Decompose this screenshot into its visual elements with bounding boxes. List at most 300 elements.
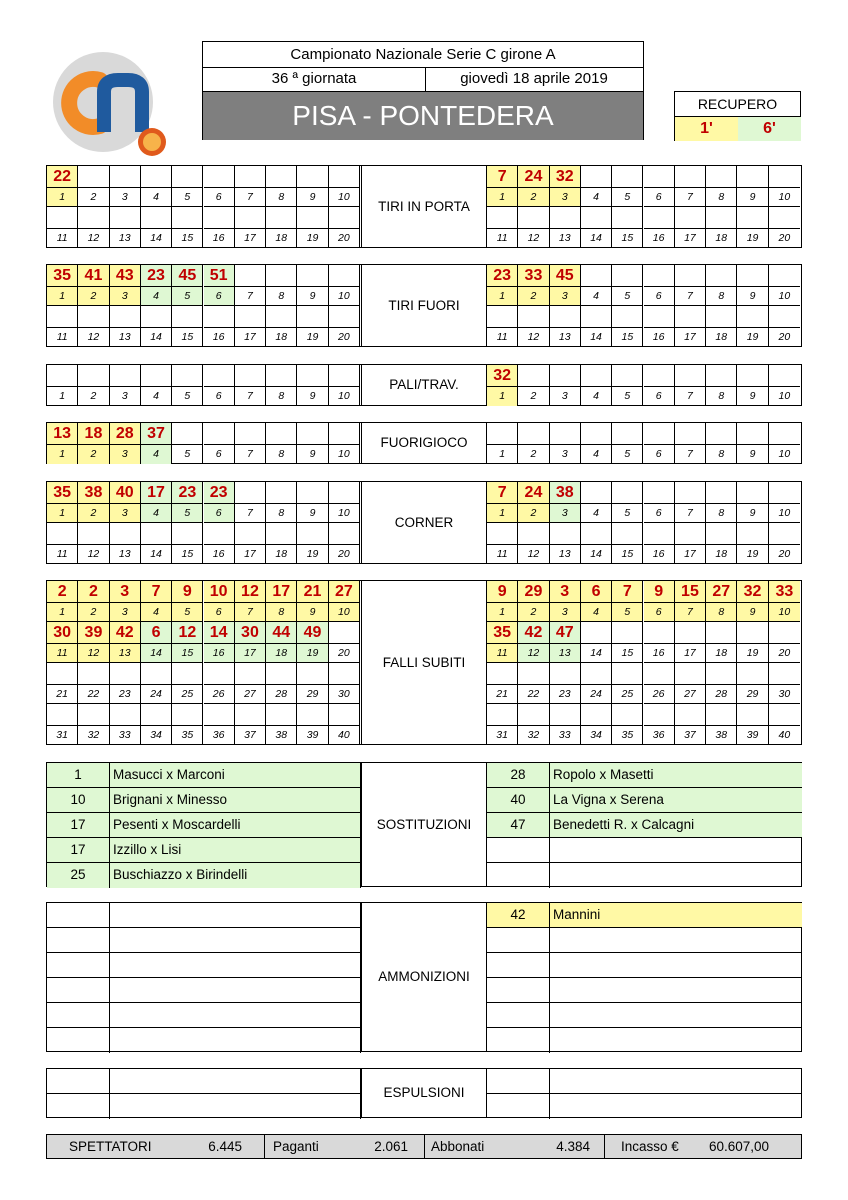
home-index-cell: 9: [297, 504, 328, 523]
home-value-cell: [47, 306, 78, 328]
home-index-cell: 5: [172, 287, 203, 306]
home-value-cell: [141, 663, 172, 685]
away-value-cell: [581, 523, 612, 545]
stat-section-tiri-in-porta: [46, 165, 802, 248]
away-index-cell: 14: [581, 545, 612, 564]
home-index-cell: 8: [266, 504, 297, 523]
away-value-cell: [550, 207, 581, 229]
away-value-cell: 7: [487, 482, 518, 504]
home-value-cell: 43: [110, 265, 141, 287]
away-index-cell: 5: [612, 188, 643, 207]
home-value-cell: [266, 423, 297, 445]
away-value-cell: [581, 207, 612, 229]
home-value-cell: [110, 207, 141, 229]
sostituzioni-label: SOSTITUZIONI: [361, 763, 487, 886]
away-value-cell: [706, 663, 737, 685]
away-value-cell: [769, 622, 800, 644]
home-value-cell: 22: [47, 166, 78, 188]
home-value-cell: [172, 704, 203, 726]
home-player-cell: [110, 928, 361, 953]
home-value-cell: 13: [47, 423, 78, 445]
home-minute-cell: [47, 1069, 110, 1094]
home-index-cell: 3: [110, 188, 141, 207]
away-value-cell: [769, 423, 800, 445]
away-index-cell: 14: [581, 229, 612, 248]
home-index-cell: 4: [141, 387, 172, 406]
home-index-cell: 19: [297, 328, 328, 347]
away-index-cell: 4: [581, 188, 612, 207]
away-value-cell: [487, 704, 518, 726]
home-value-cell: [78, 704, 109, 726]
home-value-cell: [297, 207, 328, 229]
away-value-cell: [706, 622, 737, 644]
home-player-cell: [110, 978, 361, 1003]
home-value-cell: 38: [78, 482, 109, 504]
away-value-cell: [769, 265, 800, 287]
away-index-cell: 4: [581, 387, 612, 406]
away-value-cell: [706, 365, 737, 387]
home-minute-cell: 10: [47, 788, 110, 813]
recupero-box: [674, 91, 801, 141]
home-value-cell: [329, 365, 360, 387]
home-value-cell: [329, 423, 360, 445]
away-value-cell: 42: [518, 622, 549, 644]
home-index-cell: 4: [141, 188, 172, 207]
away-index-cell: 10: [769, 188, 800, 207]
away-value-cell: [737, 166, 768, 188]
home-value-cell: [141, 704, 172, 726]
home-value-cell: 23: [141, 265, 172, 287]
away-value-cell: [706, 704, 737, 726]
away-index-cell: 18: [706, 545, 737, 564]
away-minute-cell: [487, 978, 550, 1003]
home-index-cell: 2: [78, 603, 109, 622]
home-index-cell: 11: [47, 328, 78, 347]
away-value-cell: 6: [581, 581, 612, 603]
away-index-cell: 1: [487, 387, 518, 406]
home-index-cell: 10: [329, 387, 360, 406]
away-index-cell: 19: [737, 644, 768, 663]
home-value-cell: [204, 523, 235, 545]
home-index-cell: 12: [78, 328, 109, 347]
stat-section-falli-subiti: [46, 580, 802, 745]
home-index-cell: 8: [266, 188, 297, 207]
home-index-cell: 19: [297, 229, 328, 248]
away-player-cell: [550, 1094, 802, 1119]
home-index-cell: 10: [329, 603, 360, 622]
away-index-cell: 10: [769, 504, 800, 523]
away-value-cell: [706, 166, 737, 188]
away-index-cell: 5: [612, 603, 643, 622]
away-player-cell: [550, 1003, 802, 1028]
away-index-cell: 15: [612, 545, 643, 564]
home-value-cell: [235, 482, 266, 504]
away-value-cell: [644, 207, 675, 229]
home-value-cell: 28: [110, 423, 141, 445]
away-value-cell: 9: [644, 581, 675, 603]
away-value-cell: 7: [612, 581, 643, 603]
home-value-cell: 45: [172, 265, 203, 287]
home-value-cell: [235, 663, 266, 685]
away-value-cell: [675, 663, 706, 685]
home-value-cell: [329, 207, 360, 229]
away-index-cell: 12: [518, 328, 549, 347]
match-title: PISA - PONTEDERA: [203, 92, 643, 140]
home-value-cell: [172, 663, 203, 685]
home-index-cell: 14: [141, 229, 172, 248]
away-value-cell: [518, 306, 549, 328]
away-index-cell: 9: [737, 445, 768, 464]
incasso-label: Incasso €: [621, 1139, 679, 1154]
away-index-cell: 2: [518, 387, 549, 406]
away-player-cell: Ropolo x Masetti: [550, 763, 802, 788]
away-index-cell: 17: [675, 229, 706, 248]
home-index-cell: 33: [110, 726, 141, 745]
spettatori-label: SPETTATORI: [69, 1139, 152, 1154]
home-index-cell: 7: [235, 387, 266, 406]
away-value-cell: [518, 365, 549, 387]
home-minute-cell: [47, 903, 110, 928]
away-index-cell: 12: [518, 545, 549, 564]
home-index-cell: 17: [235, 644, 266, 663]
home-player-cell: [110, 1069, 361, 1094]
away-value-cell: [769, 704, 800, 726]
home-value-cell: 12: [235, 581, 266, 603]
home-index-cell: 11: [47, 545, 78, 564]
away-index-cell: 16: [644, 644, 675, 663]
stat-label: TIRI FUORI: [361, 265, 487, 346]
home-index-cell: 1: [47, 504, 78, 523]
home-value-cell: [235, 423, 266, 445]
home-index-cell: 2: [78, 445, 109, 464]
away-index-cell: 3: [550, 603, 581, 622]
away-minute-cell: 28: [487, 763, 550, 788]
away-value-cell: [550, 523, 581, 545]
home-index-cell: 13: [110, 644, 141, 663]
home-index-cell: 8: [266, 445, 297, 464]
away-value-cell: [612, 166, 643, 188]
home-value-cell: [141, 365, 172, 387]
away-value-cell: [581, 166, 612, 188]
away-minute-cell: [487, 1094, 550, 1119]
home-value-cell: 51: [204, 265, 235, 287]
away-index-cell: 2: [518, 188, 549, 207]
home-value-cell: 7: [141, 581, 172, 603]
incasso-value: 60.607,00: [708, 1139, 769, 1154]
away-value-cell: [612, 365, 643, 387]
away-value-cell: [581, 482, 612, 504]
away-value-cell: [550, 663, 581, 685]
away-minute-cell: [487, 1003, 550, 1028]
home-value-cell: 37: [141, 423, 172, 445]
away-index-cell: 8: [706, 504, 737, 523]
away-index-cell: 3: [550, 287, 581, 306]
home-index-cell: 4: [141, 504, 172, 523]
home-value-cell: [172, 365, 203, 387]
home-index-cell: 36: [204, 726, 235, 745]
home-index-cell: 26: [204, 685, 235, 704]
away-index-cell: 2: [518, 603, 549, 622]
away-value-cell: 3: [550, 581, 581, 603]
home-index-cell: 28: [266, 685, 297, 704]
home-value-cell: [329, 265, 360, 287]
home-value-cell: [297, 265, 328, 287]
home-value-cell: [47, 663, 78, 685]
home-value-cell: [235, 523, 266, 545]
away-value-cell: 38: [550, 482, 581, 504]
home-index-cell: 17: [235, 229, 266, 248]
away-index-cell: 22: [518, 685, 549, 704]
home-value-cell: 6: [141, 622, 172, 644]
home-index-cell: 17: [235, 328, 266, 347]
stat-label: FUORIGIOCO: [361, 423, 487, 463]
away-value-cell: [612, 306, 643, 328]
home-index-cell: 6: [204, 603, 235, 622]
home-value-cell: [172, 207, 203, 229]
away-index-cell: 13: [550, 229, 581, 248]
home-value-cell: [204, 423, 235, 445]
home-index-cell: 12: [78, 545, 109, 564]
away-index-cell: 29: [737, 685, 768, 704]
home-index-cell: 18: [266, 328, 297, 347]
home-value-cell: 35: [47, 265, 78, 287]
away-minute-cell: [487, 838, 550, 863]
home-index-cell: 9: [297, 445, 328, 464]
home-value-cell: [266, 663, 297, 685]
away-index-cell: 6: [644, 387, 675, 406]
home-index-cell: 9: [297, 287, 328, 306]
home-value-cell: 18: [78, 423, 109, 445]
home-index-cell: 9: [297, 188, 328, 207]
away-value-cell: [737, 704, 768, 726]
home-value-cell: [266, 365, 297, 387]
home-value-cell: [266, 704, 297, 726]
home-value-cell: [78, 207, 109, 229]
home-index-cell: 6: [204, 287, 235, 306]
home-index-cell: 1: [47, 387, 78, 406]
away-value-cell: 24: [518, 482, 549, 504]
home-value-cell: [297, 704, 328, 726]
home-index-cell: 5: [172, 603, 203, 622]
home-value-cell: [204, 365, 235, 387]
away-index-cell: 15: [612, 644, 643, 663]
away-index-cell: 1: [487, 445, 518, 464]
away-value-cell: [581, 365, 612, 387]
home-index-cell: 27: [235, 685, 266, 704]
away-minute-cell: 47: [487, 813, 550, 838]
away-index-cell: 7: [675, 445, 706, 464]
cn-logo: [48, 50, 168, 160]
away-index-cell: 40: [778, 729, 791, 741]
away-index-cell: 1: [487, 188, 518, 207]
stat-section-corner: [46, 481, 802, 564]
home-value-cell: [235, 207, 266, 229]
away-value-cell: [675, 265, 706, 287]
away-index-cell: 14: [581, 644, 612, 663]
away-value-cell: [644, 166, 675, 188]
away-value-cell: [581, 265, 612, 287]
home-index-cell: 10: [329, 504, 360, 523]
away-index-cell: 25: [612, 685, 643, 704]
away-index-cell: 2: [518, 287, 549, 306]
away-index-cell: 38: [706, 726, 737, 745]
home-index-cell: 37: [235, 726, 266, 745]
home-index-cell: 8: [266, 287, 297, 306]
away-value-cell: 33: [769, 581, 800, 603]
home-value-cell: [110, 523, 141, 545]
home-index-cell: 11: [47, 644, 78, 663]
away-index-cell: 36: [644, 726, 675, 745]
home-value-cell: 14: [204, 622, 235, 644]
away-value-cell: [612, 663, 643, 685]
away-index-cell: 7: [675, 287, 706, 306]
away-value-cell: [675, 622, 706, 644]
away-index-cell: 13: [550, 644, 581, 663]
home-index-cell: 39: [297, 726, 328, 745]
home-value-cell: [47, 207, 78, 229]
home-index-cell: 7: [235, 188, 266, 207]
home-value-cell: [266, 523, 297, 545]
home-value-cell: 30: [47, 622, 78, 644]
home-value-cell: [297, 365, 328, 387]
away-value-cell: 32: [550, 166, 581, 188]
home-index-cell: 18: [266, 229, 297, 248]
home-index-cell: 3: [110, 287, 141, 306]
home-value-cell: 42: [110, 622, 141, 644]
away-value-cell: 32: [737, 581, 768, 603]
away-index-cell: 30: [769, 685, 800, 704]
away-value-cell: [675, 523, 706, 545]
away-index-cell: 33: [550, 726, 581, 745]
away-player-cell: La Vigna x Serena: [550, 788, 802, 813]
away-index-cell: 21: [487, 685, 518, 704]
sostituzioni-table: [46, 762, 802, 887]
away-index-cell: 39: [737, 726, 768, 745]
away-index-cell: 10: [769, 603, 800, 622]
away-index-cell: 20: [778, 548, 791, 560]
away-index-cell: 19: [737, 545, 768, 564]
home-index-cell: 14: [141, 545, 172, 564]
home-index-cell: 13: [110, 328, 141, 347]
away-index-cell: 6: [644, 603, 675, 622]
away-value-cell: [581, 306, 612, 328]
home-index-cell: 14: [141, 328, 172, 347]
abbonati-value: 4.384: [556, 1139, 590, 1154]
away-value-cell: [550, 704, 581, 726]
abbonati-label: Abbonati: [431, 1139, 485, 1154]
away-value-cell: [706, 207, 737, 229]
home-player-cell: Buschiazzo x Birindelli: [110, 863, 361, 888]
away-index-cell: 7: [675, 387, 706, 406]
away-value-cell: [644, 482, 675, 504]
away-index-cell: 1: [487, 287, 518, 306]
away-index-cell: 27: [675, 685, 706, 704]
away-index-cell: 13: [550, 328, 581, 347]
home-minute-cell: 25: [47, 863, 110, 888]
home-value-cell: 2: [47, 581, 78, 603]
home-value-cell: 17: [141, 482, 172, 504]
home-minute-cell: 17: [47, 813, 110, 838]
home-index-cell: 24: [141, 685, 172, 704]
home-index-cell: 16: [204, 644, 235, 663]
away-index-cell: 14: [581, 328, 612, 347]
away-value-cell: [644, 663, 675, 685]
home-value-cell: [78, 365, 109, 387]
away-value-cell: 7: [487, 166, 518, 188]
home-value-cell: 23: [204, 482, 235, 504]
home-value-cell: 41: [78, 265, 109, 287]
home-index-cell: 22: [78, 685, 109, 704]
home-player-cell: Brignani x Minesso: [110, 788, 361, 813]
away-value-cell: [581, 663, 612, 685]
away-value-cell: [706, 423, 737, 445]
competition-title: Campionato Nazionale Serie C girone A: [203, 42, 643, 68]
home-value-cell: [266, 166, 297, 188]
away-value-cell: 47: [550, 622, 581, 644]
away-value-cell: [487, 523, 518, 545]
home-value-cell: 10: [204, 581, 235, 603]
home-minute-cell: 17: [47, 838, 110, 863]
away-index-cell: 10: [769, 287, 800, 306]
away-player-cell: [550, 838, 802, 863]
away-player-cell: [550, 1069, 802, 1094]
away-minute-cell: [487, 928, 550, 953]
home-value-cell: [47, 704, 78, 726]
away-value-cell: [644, 306, 675, 328]
away-value-cell: [737, 265, 768, 287]
away-index-cell: 10: [778, 448, 791, 460]
away-index-cell: 6: [644, 188, 675, 207]
home-value-cell: [329, 166, 360, 188]
home-minute-cell: [47, 953, 110, 978]
home-index-cell: 5: [172, 504, 203, 523]
away-player-cell: [550, 978, 802, 1003]
home-value-cell: [297, 166, 328, 188]
home-value-cell: [266, 482, 297, 504]
paganti-label: Paganti: [273, 1139, 319, 1154]
away-index-cell: 13: [550, 545, 581, 564]
home-index-cell: 1: [47, 603, 78, 622]
away-value-cell: [612, 265, 643, 287]
away-index-cell: 4: [581, 287, 612, 306]
away-index-cell: 15: [612, 229, 643, 248]
away-value-cell: [612, 704, 643, 726]
away-value-cell: [737, 523, 768, 545]
away-value-cell: [550, 365, 581, 387]
away-index-cell: 18: [706, 328, 737, 347]
home-index-cell: 20: [329, 229, 360, 248]
home-index-cell: 3: [110, 504, 141, 523]
home-value-cell: 12: [172, 622, 203, 644]
away-value-cell: [675, 306, 706, 328]
away-index-cell: 35: [612, 726, 643, 745]
home-value-cell: [235, 265, 266, 287]
home-player-cell: [110, 903, 361, 928]
away-index-cell: 34: [581, 726, 612, 745]
away-index-cell: 23: [550, 685, 581, 704]
home-value-cell: 17: [266, 581, 297, 603]
home-value-cell: [297, 482, 328, 504]
home-index-cell: 5: [172, 387, 203, 406]
away-index-cell: 31: [487, 726, 518, 745]
home-index-cell: 25: [172, 685, 203, 704]
home-value-cell: 23: [172, 482, 203, 504]
home-index-cell: 10: [329, 445, 360, 464]
home-value-cell: 49: [297, 622, 328, 644]
home-index-cell: 2: [78, 387, 109, 406]
away-index-cell: 9: [737, 188, 768, 207]
home-index-cell: 3: [110, 603, 141, 622]
